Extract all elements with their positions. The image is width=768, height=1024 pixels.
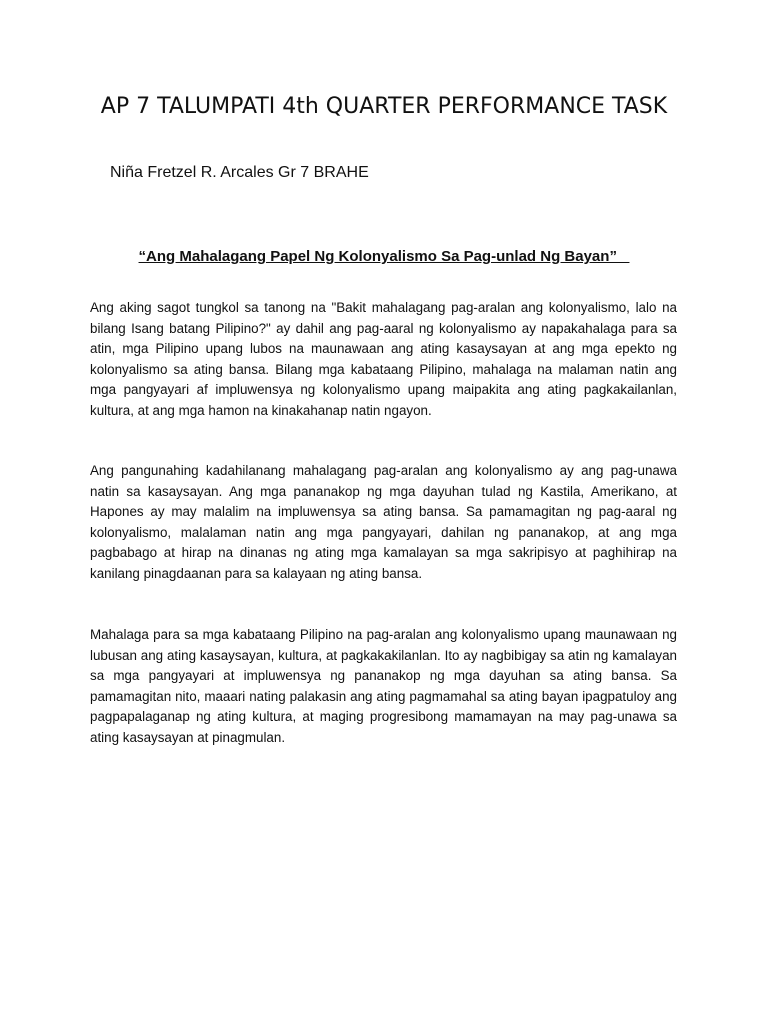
paragraph-2: Ang pangunahing kadahilanang mahalagang pag-aralan ang kolonyalismo ay ang pag-unawa natin sa kasaysayan. Ang mga pananakop ng mga dayuhan tulad ng Kastila, Amerikano, at Hapones ay may malalim na impluwensya sa ating bansa. Sa pamamagitan ng pag-aaral ng kolonyalismo, malalaman natin ang mga pangyayari, dahilan ng pananakop, at ang mga pagbabago at hirap na dinanas ng ating mga kamalayan sa mga sakripisyo at paghihirap na kanilang pinagdaanan para sa kalayaan ng ating bansa. [90, 463, 677, 581]
document-title: AP 7 TALUMPATI 4th QUARTER PERFORMANCE TASK [100, 94, 668, 119]
paragraph-1: Ang aking sagot tungkol sa tanong na "Bakit mahalagang pag-aralan ang kolonyalismo, lalo na bilang Isang batang Pilipino?" ay dahil ang pag-aaral ng kolonyalismo ay napakahalaga para sa atin, mga Pilipino upang lubos na maunawaan ang ating kasaysayan at ang mga epekto ng kolonyalismo sa ating bansa. Bilang mga kabataang Pilipino, mahalaga na malaman natin ang mga pangyayari af impluwensya ng kolonyalismo upang maipakita ang ating pagkakailanlan, kultura, at ang mga hamon na kinakahanap natin ngayon. [90, 300, 677, 418]
author-line: Niña Fretzel R. Arcales Gr 7 BRAHE [110, 164, 369, 181]
essay-title: “Ang Mahalagang Papel Ng Kolonyalismo Sa Pag-unlad Ng Bayan” [138, 248, 630, 265]
paragraph-3: Mahalaga para sa mga kabataang Pilipino na pag-aralan ang kolonyalismo upang maunawaan ng lubusan ang ating kasaysayan, kultura, at pagkakakilanlan. Ito ay nagbibigay sa atin ng kamalayan sa mga pangyayari at impluwensya ng pananakop ng mga dayuhan sa ating bansa. Sa pamamagitan nito, maaari nating palakasin ang ating pagmamahal sa ating bayan ipagpatuloy ang pagpapalaganap ng ating kultura, at maging progresibong mamamayan na may pag-unawa sa ating kasaysayan at pinagmulan. [90, 627, 677, 745]
